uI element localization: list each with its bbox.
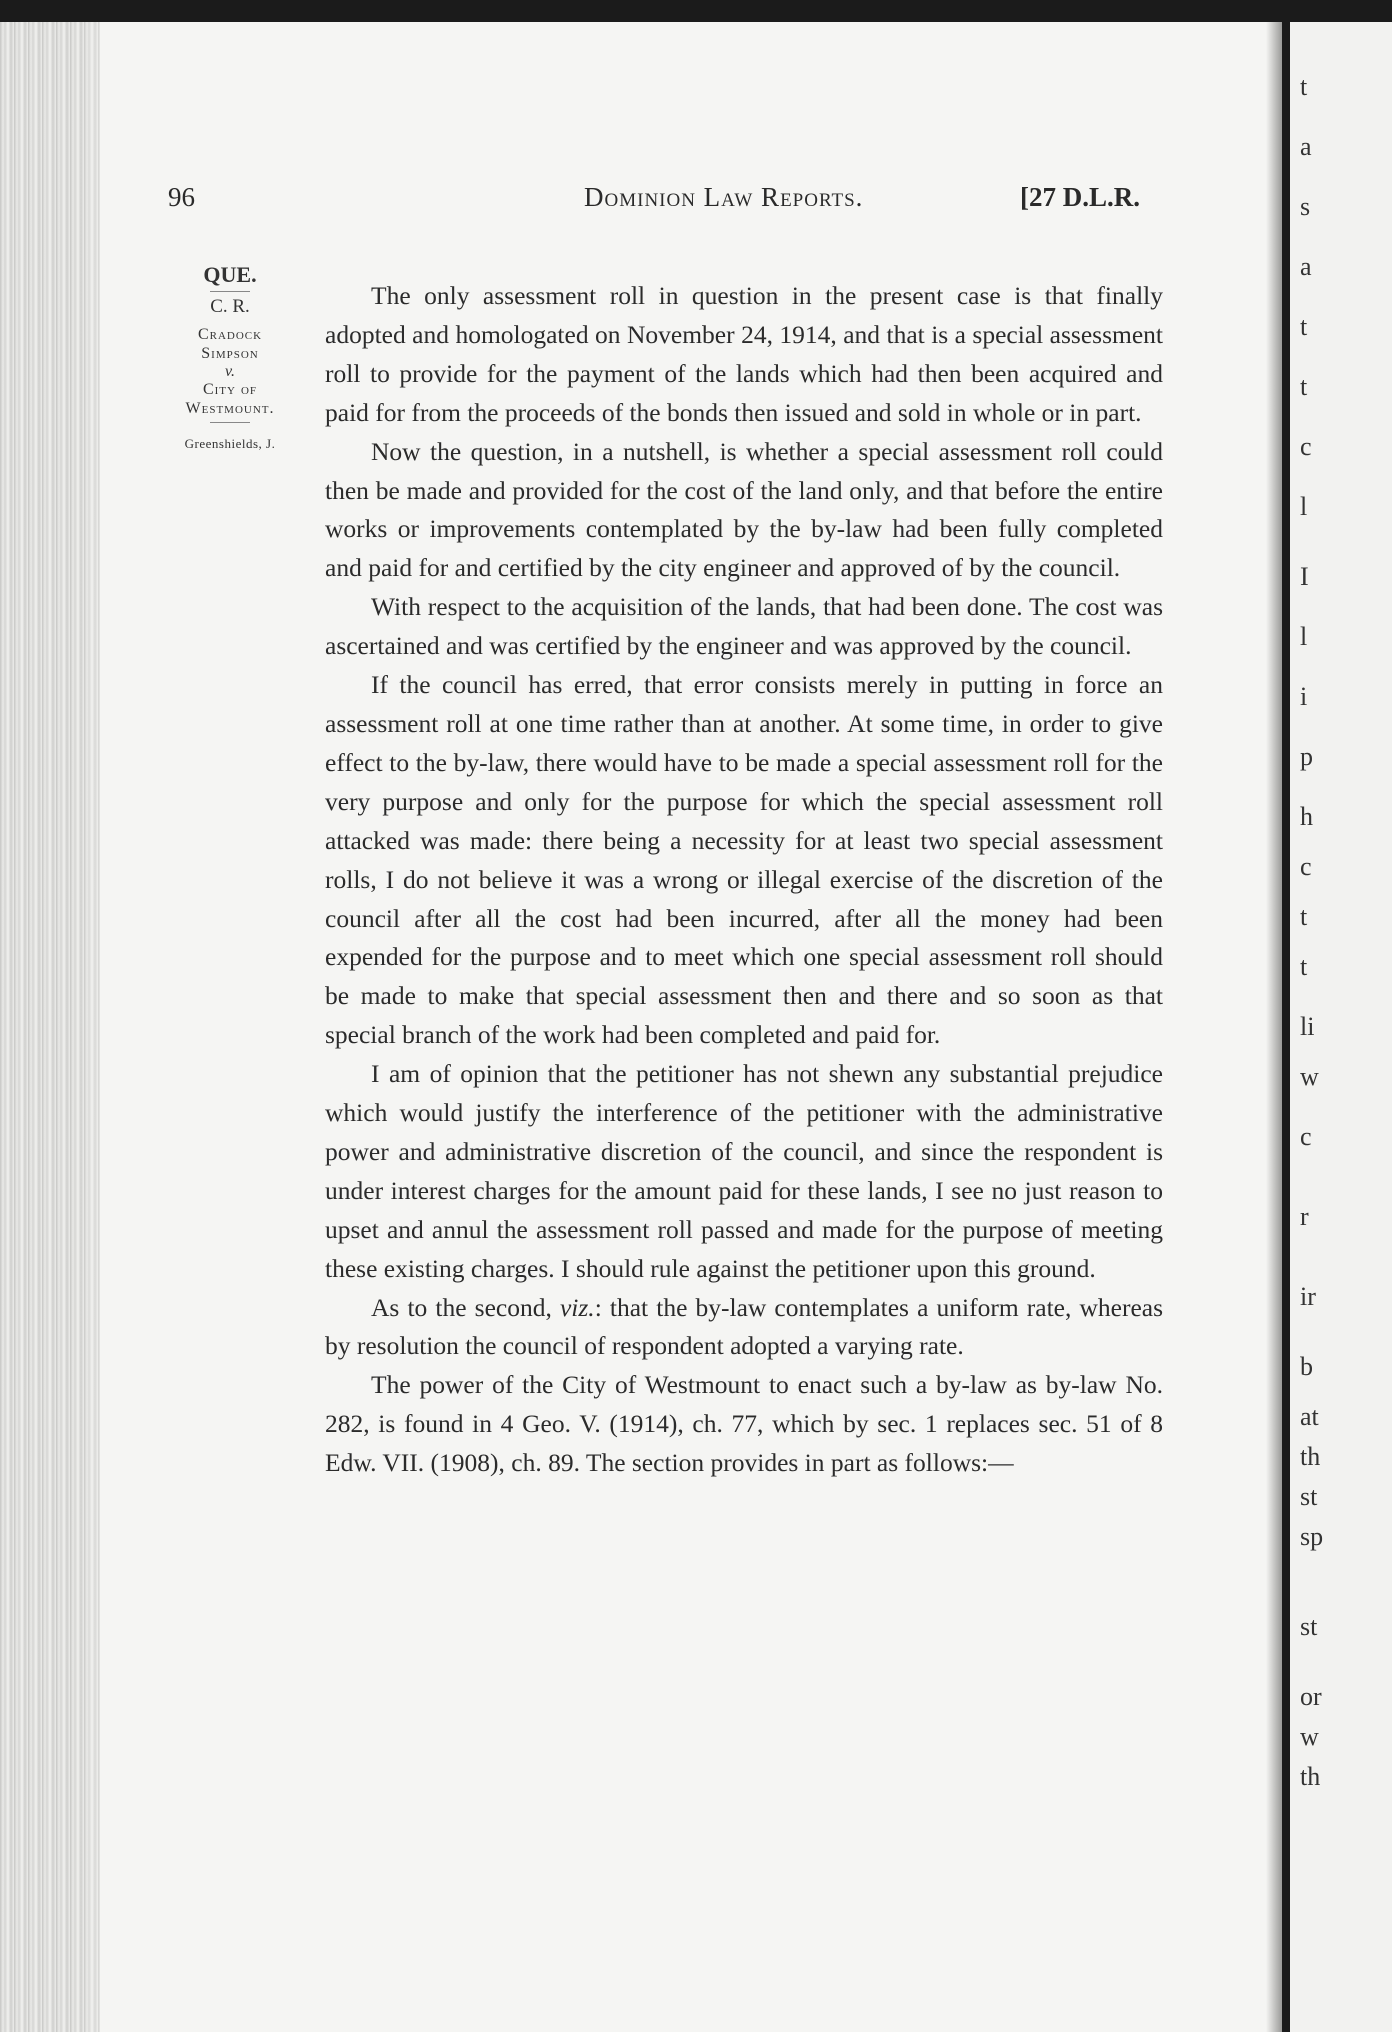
p6-start: As to the second,	[371, 1292, 552, 1322]
adjacent-page-letter: at	[1300, 1402, 1319, 1431]
adjacent-page-letter: r	[1300, 1202, 1309, 1231]
p6-rest: : that the by-law contemplates a uniform rate, whereas by resolution the council of respondent adopted a varying rate.	[325, 1292, 1164, 1361]
adjacent-page-letter: w	[1300, 1722, 1319, 1751]
adjacent-page-letter: s	[1300, 192, 1311, 221]
margin-rule	[210, 291, 250, 292]
adjacent-page-letter: l	[1300, 622, 1308, 651]
adjacent-page-letter: p	[1300, 742, 1313, 771]
paragraph-5: I am of opinion that the petitioner has not shewn any substantial prejudice which would justify the interference of the petitioner with the administrative power and administrative discretion of the council, and since the respondent is under interest charges for the amount paid for these lands, I see no just reason to upset and annul the assessment roll passed and made for the purpose of meeting these existing charges. I should rule against the petitioner upon this ground.	[325, 1059, 1163, 1283]
paragraph-1: The only assessment roll in question in the present case is that finally adopted and homologated on November 24, 1914, and that is a special assessment roll to provide for the payment of the lands which had then been acquired and paid for from the proceeds of the bonds then issued and sold in whole or in part.	[325, 281, 1163, 427]
judgment-text	[325, 277, 1163, 1483]
adjacent-page-letter: sp	[1300, 1522, 1324, 1551]
volume-reference: [27 D.L.R.	[1020, 182, 1140, 212]
page-number: 96	[168, 182, 195, 212]
margin-notes	[150, 262, 310, 452]
adjacent-page-letter: th	[1300, 1442, 1321, 1471]
adjacent-page-letter: c	[1300, 432, 1312, 461]
adjacent-page-letter: t	[1300, 902, 1308, 931]
adjacent-page-letter: c	[1300, 1122, 1312, 1151]
province-label: QUE.	[203, 262, 257, 287]
adjacent-page-letter: a	[1300, 132, 1312, 161]
adjacent-page-letter: t	[1300, 72, 1308, 101]
adjacent-page-letter: ir	[1300, 1282, 1316, 1311]
adjacent-page-fragment	[1290, 22, 1392, 2032]
adjacent-page-letter: b	[1300, 1352, 1313, 1381]
adjacent-page-letter: t	[1300, 952, 1308, 981]
adjacent-page-letter: i	[1300, 682, 1308, 711]
court-label: C. R.	[210, 296, 250, 318]
spine-fade	[80, 22, 140, 2032]
party1-line1: Cradock	[197, 326, 263, 344]
adjacent-page-letter: th	[1300, 1762, 1321, 1791]
judge-label: Greenshields, J.	[184, 436, 276, 452]
paragraph-6	[325, 1289, 1163, 1367]
book-page	[0, 22, 1282, 2032]
paragraph-7: The power of the City of Westmount to enact such a by-law as by-law No. 282, is found in 4 Geo. V. (1914), ch. 77, which by sec. 1 replaces sec. 51 of 8 Edw. VII. (1908), ch. 89. The section provides in part as follows:—	[325, 1370, 1163, 1478]
adjacent-page-letter: li	[1300, 1012, 1315, 1041]
party2-line1: City of	[202, 381, 258, 399]
running-header	[0, 182, 1282, 222]
adjacent-page-letter: a	[1300, 252, 1312, 281]
page-gutter	[1266, 22, 1282, 2032]
paragraph-3: With respect to the acquisition of the lands, that had been done. The cost was ascertained and was certified by the engineer and was approved by the council.	[325, 592, 1163, 661]
p6-viz: viz.	[559, 1292, 595, 1322]
running-title: Dominion Law Reports.	[584, 182, 864, 212]
adjacent-page-letter: st	[1300, 1612, 1318, 1641]
adjacent-page-letter: w	[1300, 1062, 1319, 1091]
adjacent-page-letter: h	[1300, 802, 1313, 831]
adjacent-page-letter: or	[1300, 1682, 1322, 1711]
versus-label: v.	[225, 362, 235, 380]
paragraph-4: If the council has erred, that error consists merely in putting in force an assessment roll at one time rather than at another. At some time, in order to give effect to the by-law, there would have to be made a special assessment roll for the very purpose and only for the purpose for which the special assessment roll attacked was made: there being a necessity for at least two special assessment rolls, I do not believe it was a wrong or illegal exercise of the discretion of the council after all the cost had been incurred, after all the money had been expended for the purpose and to meet which one special assessment roll should be made to make that special assessment then and there and so soon as that special branch of the work had been completed and paid for.	[325, 670, 1163, 1050]
party1-line2: Simpson	[201, 344, 259, 362]
party2-line2: Westmount.	[185, 399, 275, 417]
paragraph-2: Now the question, in a nutshell, is whether a special assessment roll could then be made and provided for the cost of the land only, and that before the entire works or improvements contemplated by the by-law had been fully completed and paid for and certified by the city engineer and approved of by the council.	[325, 436, 1163, 583]
adjacent-page-letter: l	[1300, 492, 1308, 521]
adjacent-page-letter: c	[1300, 852, 1312, 881]
adjacent-page-letter: t	[1300, 312, 1308, 341]
adjacent-page-letter: t	[1300, 372, 1308, 401]
adjacent-page-letter: st	[1300, 1482, 1318, 1511]
margin-rule	[210, 422, 250, 423]
adjacent-page-letter: I	[1300, 562, 1309, 591]
